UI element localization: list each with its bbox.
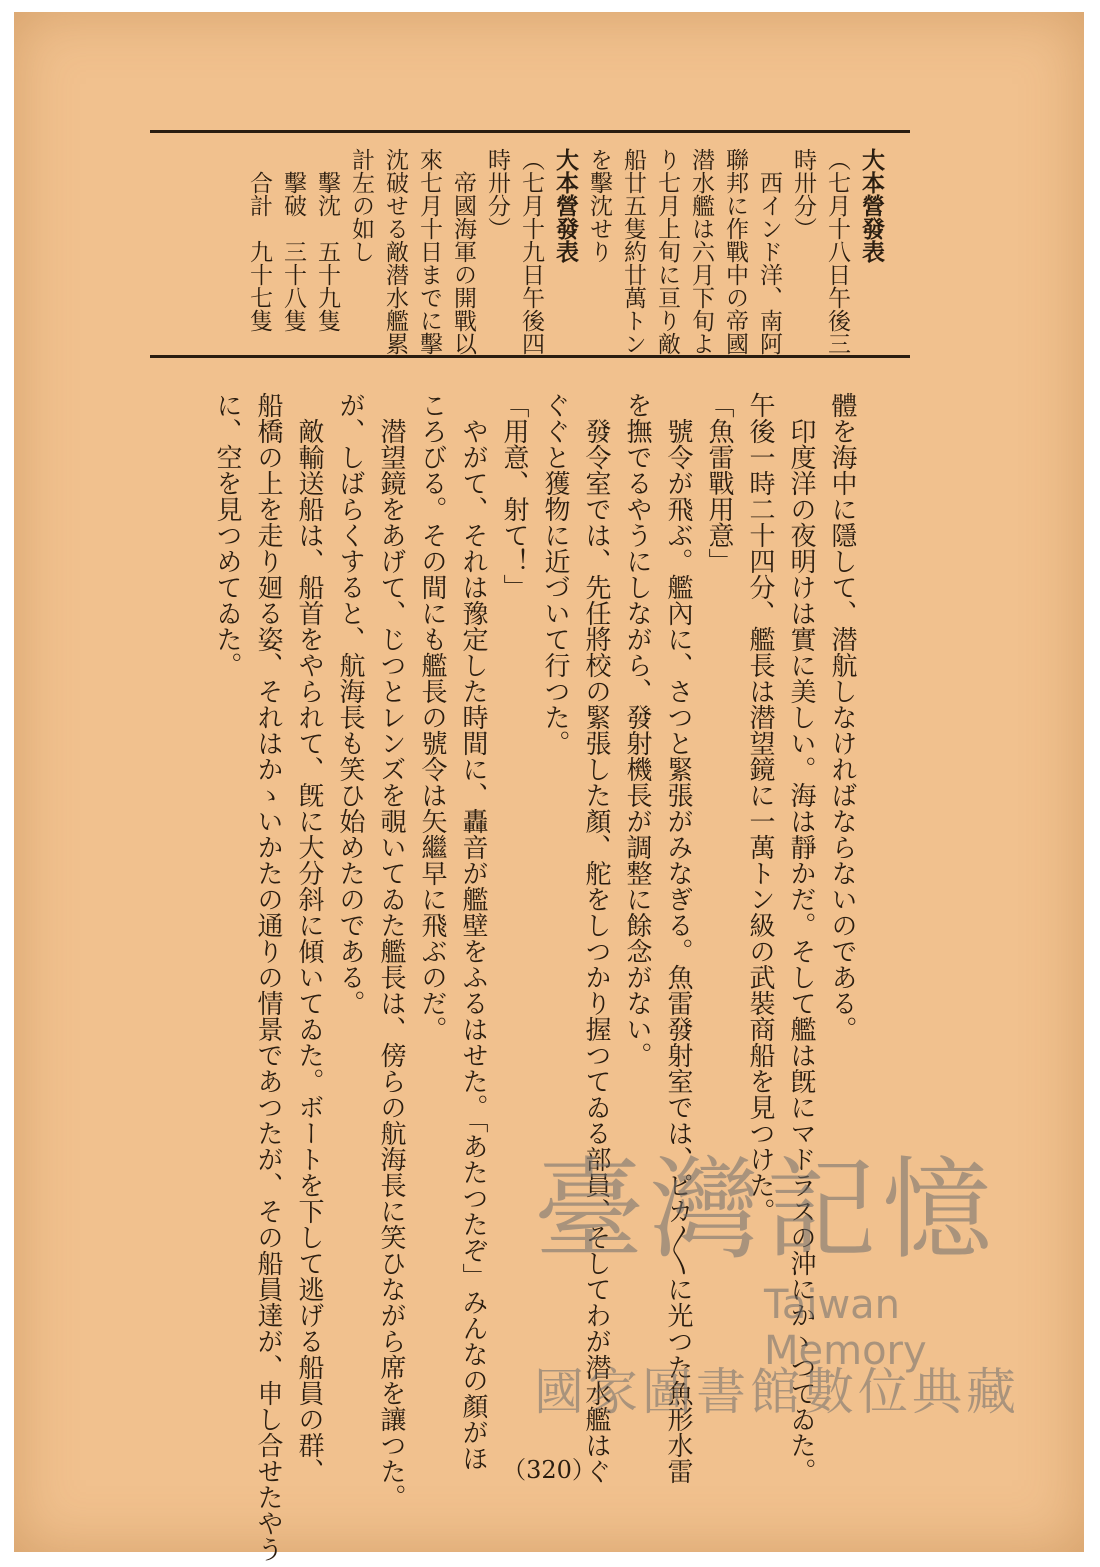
announcement-line: 帝國海軍の開戰以 [450,148,476,355]
announcement-line: 擊破 三十八隻 [280,148,306,332]
body-line: 船橋の上を走り廻る姿、それはかゝいかたの通りの情景であつたが、その船員達が、申し合せたやう [253,392,283,1562]
announcement-line: （七月十九日午後四 [518,148,544,355]
announcement-line: 來七月十日までに擊 [416,148,442,355]
announcement-box [178,148,888,355]
box-bottom-rule [150,355,910,358]
body-line: 體を海中に隱して、潜航しなければならないのである。 [827,392,857,1042]
body-line: を撫でるやうにしながら、發射機長が調整に餘念がない。 [622,392,652,1068]
announcement-line: 潜水艦は六月下旬よ [688,148,714,355]
body-line: 發令室では、先任將校の緊張した顏、舵をしつかり握つてゐる部員、そしてわが潜水艦はぐ [581,392,611,1484]
announcement-line: 沈破せる敵潜水艦累 [382,148,408,355]
body-line: やがて、それは豫定した時間に、轟音が艦壁をふるはせた。「あたつたぞ」みんなの顏がほ [458,392,488,1471]
body-line: 「魚雷戰用意」 [704,392,734,574]
watermark-library: 國家圖書館數位典藏 [534,1363,1020,1421]
body-line: が、しばらくすると、航海長も笑ひ始めたのである。 [335,392,365,1016]
body-line: 潜望鏡をあげて、じつとレンズを覗いてゐた艦長は、傍らの航海長に笑ひながら席を讓つた。 [376,392,406,1510]
watermark-english: Taiwan Memory [764,1282,927,1374]
announcement-line: （七月十八日午後三 [824,148,850,355]
body-line: ころびる。その間にも艦長の號令は矢繼早に飛ぶのだ。 [417,392,447,1042]
body-line: 敵輸送船は、船首をやられて、旣に大分斜に傾いてゐた。ボートを下して逃げる船員の群、 [294,392,324,1484]
announcement-line: 計左の如し [348,148,374,263]
body-line: ぐぐと獲物に近づいて行つた。 [540,392,570,756]
announcement-line: 聯邦に作戰中の帝國 [722,148,748,355]
announcement-line: 船廿五隻約廿萬トン [620,148,646,355]
body-line: 午後一時二十四分、艦長は潜望鏡に一萬トン級の武裝商船を見つけた。 [745,392,775,1224]
announcement-line: 擊沈 五十九隻 [314,148,340,332]
body-line: に、空を見つめてゐた。 [212,392,242,678]
announcement-line: 合計 九十七隻 [246,148,272,332]
watermark-chinese: 臺灣記憶 [534,1146,998,1274]
announcement-line: を擊沈せり [586,148,612,263]
announcement-line: 西インド洋、南阿 [756,148,782,355]
announcement-heading: 大本營發表 [858,148,885,263]
box-top-rule [150,130,910,133]
page-number: （320） [502,1456,596,1484]
announcement-line: 時卅分） [790,148,816,240]
body-line: 「用意、射て！」 [499,392,529,600]
document-page [14,12,1084,1562]
body-line: 印度洋の夜明けは實に美しい。海は靜かだ。そして艦は旣にマドラスの沖にかゝつてゐた。 [786,392,816,1484]
announcement-line: り七月上旬に亘り敵 [654,148,680,355]
announcement-heading: 大本營發表 [552,148,579,263]
announcement-line: 時卅分） [484,148,510,240]
body-line: 號令が飛ぶ。艦內に、さつと緊張がみなぎる。魚雷發射室では、ピカ〳〵に光つた魚形水雷 [663,392,693,1484]
